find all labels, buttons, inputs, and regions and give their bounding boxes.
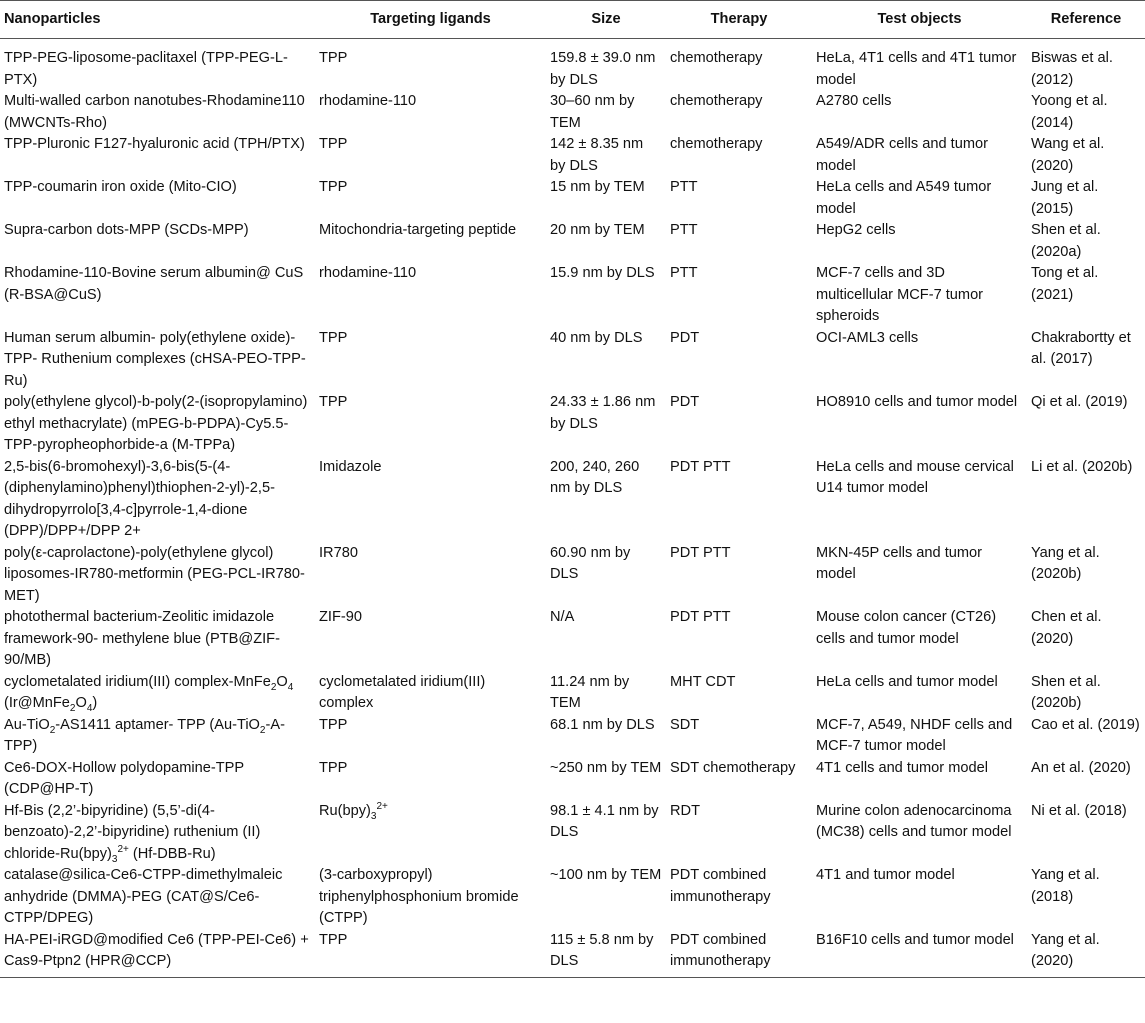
- cell-ligand: $Ru(bpy)_3^{2+}$: [319, 800, 388, 822]
- table-row: [0, 263, 1145, 328]
- cell-ligand: TPP: [319, 759, 348, 776]
- cell-test-objects: A2780 cells: [816, 93, 892, 109]
- cell-test-objects: HO8910 cells and tumor model: [816, 394, 1018, 410]
- cell-nanoparticle: poly(ethylene glycol)-b-poly(2-(isopropylamino) ethyl methacrylate) (mPEG-b-PDPA)-Cy5.5-TPP-pyropheophorbide-a (M-TPPa): [4, 394, 308, 453]
- cell-reference: Biswas et al. (2012): [1031, 50, 1113, 88]
- cell-therapy: PDT: [670, 329, 700, 346]
- cell-reference: Jung et al. (2015): [1031, 179, 1099, 217]
- cell-test-objects: HeLa, 4T1 cells and 4T1 tumor model: [816, 50, 1017, 88]
- cell-nanoparticle: Supra-carbon dots-MPP (SCDs-MPP): [4, 222, 249, 238]
- cell-ligand: (3-carboxypropyl) triphenylphosphonium bromide (CTPP): [319, 867, 519, 926]
- cell-nanoparticle: Hf-Bis (2,2’-bipyridine) (5,5’-di(4-benzoato)-2,2’-bipyridine) ruthenium (II) chloride-$Ru(bpy)_3^{2+}$ (Hf-DBB-Ru): [4, 802, 261, 865]
- cell-size: 142 ± 8.35 nm by DLS: [550, 136, 644, 174]
- header-therapy: Therapy: [666, 1, 812, 39]
- cell-reference: Chakrabortty et al. (2017): [1031, 329, 1131, 367]
- cell-reference: Shen et al. (2020a): [1031, 222, 1101, 260]
- cell-test-objects: HeLa cells and tumor model: [816, 673, 998, 690]
- cell-ligand: Imidazole: [319, 458, 382, 475]
- table-row: [0, 392, 1145, 457]
- table-row: [0, 91, 1145, 134]
- cell-reference: Yang et al. (2020): [1027, 930, 1145, 978]
- cell-therapy: SDT: [670, 716, 700, 733]
- header-reference: Reference: [1027, 1, 1145, 39]
- table-row: [0, 930, 1145, 978]
- cell-ligand: TPP: [319, 179, 348, 195]
- cell-size: 60.90 nm by DLS: [550, 544, 631, 582]
- cell-nanoparticle: Ce6-DOX-Hollow polydopamine-TPP (CDP@HP-T): [4, 759, 244, 797]
- cell-therapy: PDT PTT: [670, 458, 731, 475]
- cell-nanoparticle: Human serum albumin- poly(ethylene oxide)-TPP- Ruthenium complexes (cHSA-PEO-TPP-Ru): [4, 329, 306, 389]
- cell-test-objects: MCF-7, A549, NHDF cells and MCF-7 tumor model: [816, 716, 1013, 754]
- cell-reference: Qi et al. (2019): [1031, 394, 1128, 410]
- cell-size: 159.8 ± 39.0 nm by DLS: [550, 50, 656, 88]
- cell-therapy: chemotherapy: [670, 50, 763, 66]
- cell-size: 98.1 ± 4.1 nm by DLS: [550, 802, 659, 840]
- cell-ligand: Mitochondria-targeting peptide: [319, 222, 517, 238]
- header-size: Size: [546, 1, 666, 39]
- header-test-objects: Test objects: [812, 1, 1027, 39]
- cell-reference: Yang et al. (2020b): [1031, 544, 1100, 582]
- header-nanoparticles: Nanoparticles: [0, 1, 315, 39]
- cell-reference: Yoong et al. (2014): [1031, 93, 1108, 131]
- table-row: [0, 177, 1145, 220]
- cell-size: 24.33 ± 1.86 nm by DLS: [550, 394, 656, 432]
- cell-reference: An et al. (2020): [1031, 759, 1131, 776]
- table-row: [0, 715, 1145, 758]
- cell-nanoparticle: poly(ε-caprolactone)-poly(ethylene glycol) liposomes-IR780-metformin (PEG-PCL-IR780-MET): [4, 544, 305, 604]
- cell-ligand: rhodamine-110: [319, 93, 417, 109]
- table-row: [0, 801, 1145, 866]
- cell-reference: Tong et al. (2021): [1031, 265, 1099, 303]
- cell-ligand: TPP: [319, 50, 348, 66]
- cell-therapy: PDT PTT: [670, 609, 731, 625]
- table-row: [0, 457, 1145, 543]
- table-row: [0, 758, 1145, 801]
- cell-size: 30–60 nm by TEM: [550, 93, 635, 131]
- cell-reference: Li et al. (2020b): [1031, 458, 1133, 475]
- table-row: [0, 39, 1145, 92]
- cell-nanoparticle: cyclometalated iridium(III) complex-$MnFe_2O_4$ $(Ir@MnFe_2O_4)$: [4, 673, 294, 714]
- cell-test-objects: Murine colon adenocarcinoma (MC38) cells and tumor model: [816, 802, 1012, 840]
- cell-therapy: PDT combined immunotherapy: [670, 867, 771, 905]
- cell-nanoparticle: photothermal bacterium-Zeolitic imidazole framework-90- methylene blue (PTB@ZIF-90/MB): [4, 609, 280, 668]
- cell-size: ~250 nm by TEM: [550, 759, 662, 776]
- cell-test-objects: 4T1 cells and tumor model: [816, 759, 988, 776]
- cell-reference: Wang et al. (2020): [1031, 136, 1105, 174]
- table-row: [0, 672, 1145, 715]
- cell-reference: Shen et al. (2020b): [1031, 673, 1101, 711]
- cell-test-objects: HeLa cells and mouse cervical U14 tumor model: [816, 458, 1014, 496]
- cell-size: 115 ± 5.8 nm by DLS: [546, 930, 666, 978]
- cell-reference: Ni et al. (2018): [1031, 802, 1127, 819]
- cell-size: 200, 240, 260 nm by DLS: [550, 458, 640, 496]
- cell-size: 11.24 nm by TEM: [550, 673, 630, 711]
- cell-test-objects: OCI-AML3 cells: [816, 329, 919, 346]
- cell-therapy: PTT: [670, 222, 698, 238]
- cell-size: ~100 nm by TEM: [550, 867, 662, 883]
- cell-ligand: TPP: [319, 716, 348, 733]
- cell-size: 15.9 nm by DLS: [550, 265, 655, 281]
- cell-ligand: ZIF-90: [319, 609, 362, 625]
- cell-test-objects: 4T1 and tumor model: [816, 867, 955, 883]
- cell-nanoparticle: Au-TiO$_2$-AS1411 aptamer- TPP (Au-TiO$_2$-A-TPP): [4, 716, 285, 754]
- cell-size: 40 nm by DLS: [550, 329, 643, 346]
- cell-therapy: SDT chemotherapy: [670, 759, 796, 776]
- cell-nanoparticle: TPP-PEG-liposome-paclitaxel (TPP-PEG-L-PTX): [4, 50, 288, 88]
- cell-ligand: cyclometalated iridium(III) complex: [319, 673, 486, 711]
- cell-therapy: PTT: [670, 265, 698, 281]
- table-row: [0, 134, 1145, 177]
- cell-ligand: IR780: [319, 544, 358, 561]
- cell-ligand: rhodamine-110: [319, 265, 417, 281]
- cell-ligand: TPP: [319, 394, 348, 410]
- table-row: [0, 328, 1145, 393]
- cell-nanoparticle: HA-PEI-iRGD@modified Ce6 (TPP-PEI-Ce6) + Cas9-Ptpn2 (HPR@CCP): [0, 930, 315, 978]
- cell-reference: Cao et al. (2019): [1031, 716, 1140, 733]
- cell-size: 20 nm by TEM: [550, 222, 645, 238]
- table-row: [0, 865, 1145, 930]
- cell-therapy: chemotherapy: [670, 93, 763, 109]
- cell-test-objects: A549/ADR cells and tumor model: [816, 136, 988, 174]
- cell-test-objects: HeLa cells and A549 tumor model: [816, 179, 992, 217]
- cell-therapy: PDT combined immunotherapy: [666, 930, 812, 978]
- cell-reference: Chen et al. (2020): [1031, 609, 1102, 647]
- cell-size: N/A: [550, 609, 575, 625]
- cell-nanoparticle: Multi-walled carbon nanotubes-Rhodamine110 (MWCNTs-Rho): [4, 93, 305, 131]
- cell-size: 15 nm by TEM: [550, 179, 645, 195]
- cell-ligand: TPP: [319, 136, 348, 152]
- cell-test-objects: MKN-45P cells and tumor model: [816, 544, 983, 582]
- cell-nanoparticle: TPP-coumarin iron oxide (Mito-CIO): [4, 179, 237, 195]
- cell-nanoparticle: Rhodamine-110-Bovine serum albumin@ CuS (R-BSA@CuS): [4, 265, 304, 303]
- cell-therapy: chemotherapy: [670, 136, 763, 152]
- cell-therapy: PDT PTT: [670, 544, 731, 561]
- cell-size: 68.1 nm by DLS: [550, 716, 655, 733]
- cell-nanoparticle: catalase@silica-Ce6-CTPP-dimethylmaleic anhydride (DMMA)-PEG (CAT@S/Ce6-CTPP/DPEG): [4, 867, 283, 926]
- cell-ligand: TPP: [319, 329, 348, 346]
- cell-nanoparticle: TPP-Pluronic F127-hyaluronic acid (TPH/PTX): [4, 136, 305, 152]
- header-targeting-ligands: Targeting ligands: [315, 1, 546, 39]
- table-row: [0, 220, 1145, 263]
- cell-reference: Yang et al. (2018): [1031, 867, 1100, 905]
- cell-ligand: TPP: [315, 930, 546, 978]
- cell-test-objects: B16F10 cells and tumor model: [812, 930, 1027, 978]
- cell-test-objects: Mouse colon cancer (CT26) cells and tumor model: [816, 609, 997, 647]
- cell-therapy: RDT: [670, 802, 700, 819]
- cell-therapy: PDT: [670, 394, 700, 410]
- cell-nanoparticle: 2,5-bis(6-bromohexyl)-3,6-bis(5-(4-(diphenylamino)phenyl)thiophen-2-yl)-2,5-dihydropyrrolo[3,4-c]pyrrole-1,4-dione (DPP)/DPP+/DPP 2+: [4, 458, 275, 539]
- table-row: [0, 607, 1145, 672]
- cell-test-objects: MCF-7 cells and 3D multicellular MCF-7 tumor spheroids: [816, 265, 984, 324]
- table-row: [0, 543, 1145, 608]
- table-header-row: [0, 1, 1145, 39]
- cell-test-objects: HepG2 cells: [816, 222, 896, 238]
- cell-therapy: PTT: [670, 179, 698, 195]
- cell-therapy: MHT CDT: [670, 673, 736, 690]
